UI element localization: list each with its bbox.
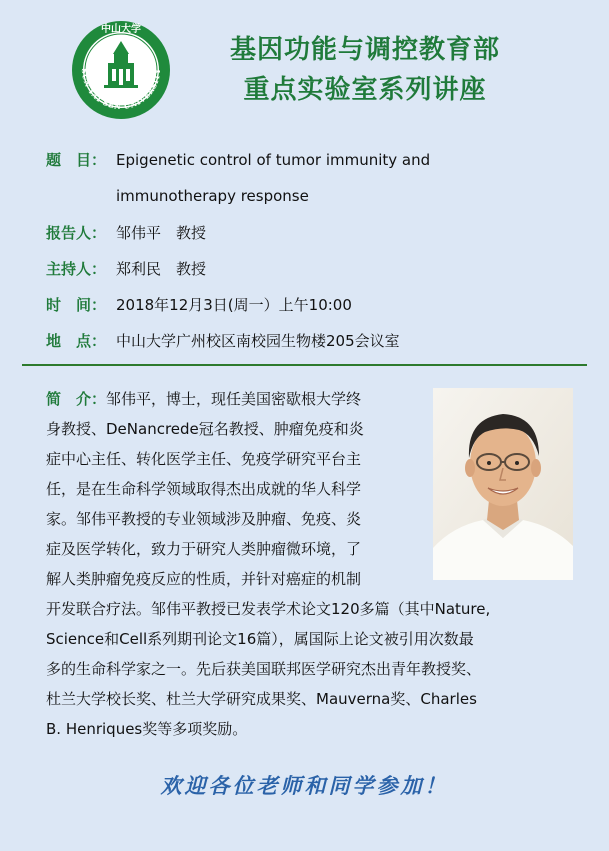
place-label: 地 点： bbox=[46, 332, 107, 350]
topic-line-2: immunotherapy response bbox=[116, 187, 309, 205]
bio-line-6: 症及医学转化，致力于研究人类肿瘤微环境，了 bbox=[46, 540, 362, 558]
bio-text-1: 邹伟平，博士，现任美国密歇根大学终 bbox=[106, 390, 362, 408]
bio-label: 简 介： bbox=[46, 390, 107, 408]
speaker-value: 邹伟平 教授 bbox=[116, 224, 207, 242]
time-value: 2018年12月3日(周一）上午10:00 bbox=[116, 296, 352, 314]
bio-line-7: 解人类肿瘤免疫反应的性质，并针对癌症的机制 bbox=[46, 570, 362, 588]
bio-line-4: 任，是在生命科学领域取得杰出成就的华人科学 bbox=[46, 480, 362, 498]
topic-label: 题 目： bbox=[46, 151, 107, 169]
bio-line-8: 开发联合疗法。邹伟平教授已发表学术论文120多篇（其中Nature, bbox=[46, 600, 491, 618]
topic-row bbox=[46, 150, 430, 170]
speaker-row bbox=[46, 223, 206, 243]
time-row bbox=[46, 295, 352, 315]
bio-line-11: 杜兰大学校长奖、杜兰大学研究成果奖、Mauverna奖、Charles bbox=[46, 690, 477, 708]
bio-line-10: 多的生命科学家之一。先后获美国联邦医学研究杰出青年教授奖、 bbox=[46, 660, 482, 678]
logo-chinese-name: 中山大学 bbox=[101, 24, 141, 35]
host-row bbox=[46, 259, 206, 279]
place-row bbox=[46, 331, 400, 351]
lecture-series-title bbox=[180, 30, 550, 110]
topic-row-2 bbox=[116, 186, 309, 206]
bio-line-2: 身教授、DeNancrede冠名教授、肿瘤免疫和炎 bbox=[46, 420, 364, 438]
section-divider bbox=[22, 364, 587, 366]
bio-line-12: B. Henriques奖等多项奖励。 bbox=[46, 720, 248, 738]
speaker-photo bbox=[433, 388, 573, 580]
title-line-1: 基因功能与调控教育部 bbox=[229, 35, 500, 65]
logo-english-name: SUN YAT-SEN UNIVERSITY bbox=[79, 68, 163, 112]
university-logo bbox=[70, 19, 172, 121]
bio-line-1 bbox=[46, 384, 361, 414]
bio-line-5: 家。邹伟平教授的专业领域涉及肿瘤、免疫、炎 bbox=[46, 510, 362, 528]
bio-line-3: 症中心主任、转化医学主任、免疫学研究平台主 bbox=[46, 450, 362, 468]
welcome-message: 欢迎各位老师和同学参加！ bbox=[160, 773, 449, 798]
bio-line-9: Science和Cell系列期刊论文16篇），属国际上论文被引用次数最 bbox=[46, 630, 474, 648]
time-label: 时 间： bbox=[46, 296, 107, 314]
host-label: 主持人： bbox=[46, 260, 107, 278]
place-value: 中山大学广州校区南校园生物楼205会议室 bbox=[116, 332, 400, 350]
speaker-label: 报告人： bbox=[46, 224, 107, 242]
title-line-2: 重点实验室系列讲座 bbox=[243, 75, 487, 105]
topic-line-1: Epigenetic control of tumor immunity and bbox=[116, 151, 431, 169]
host-value: 郑利民 教授 bbox=[116, 260, 207, 278]
